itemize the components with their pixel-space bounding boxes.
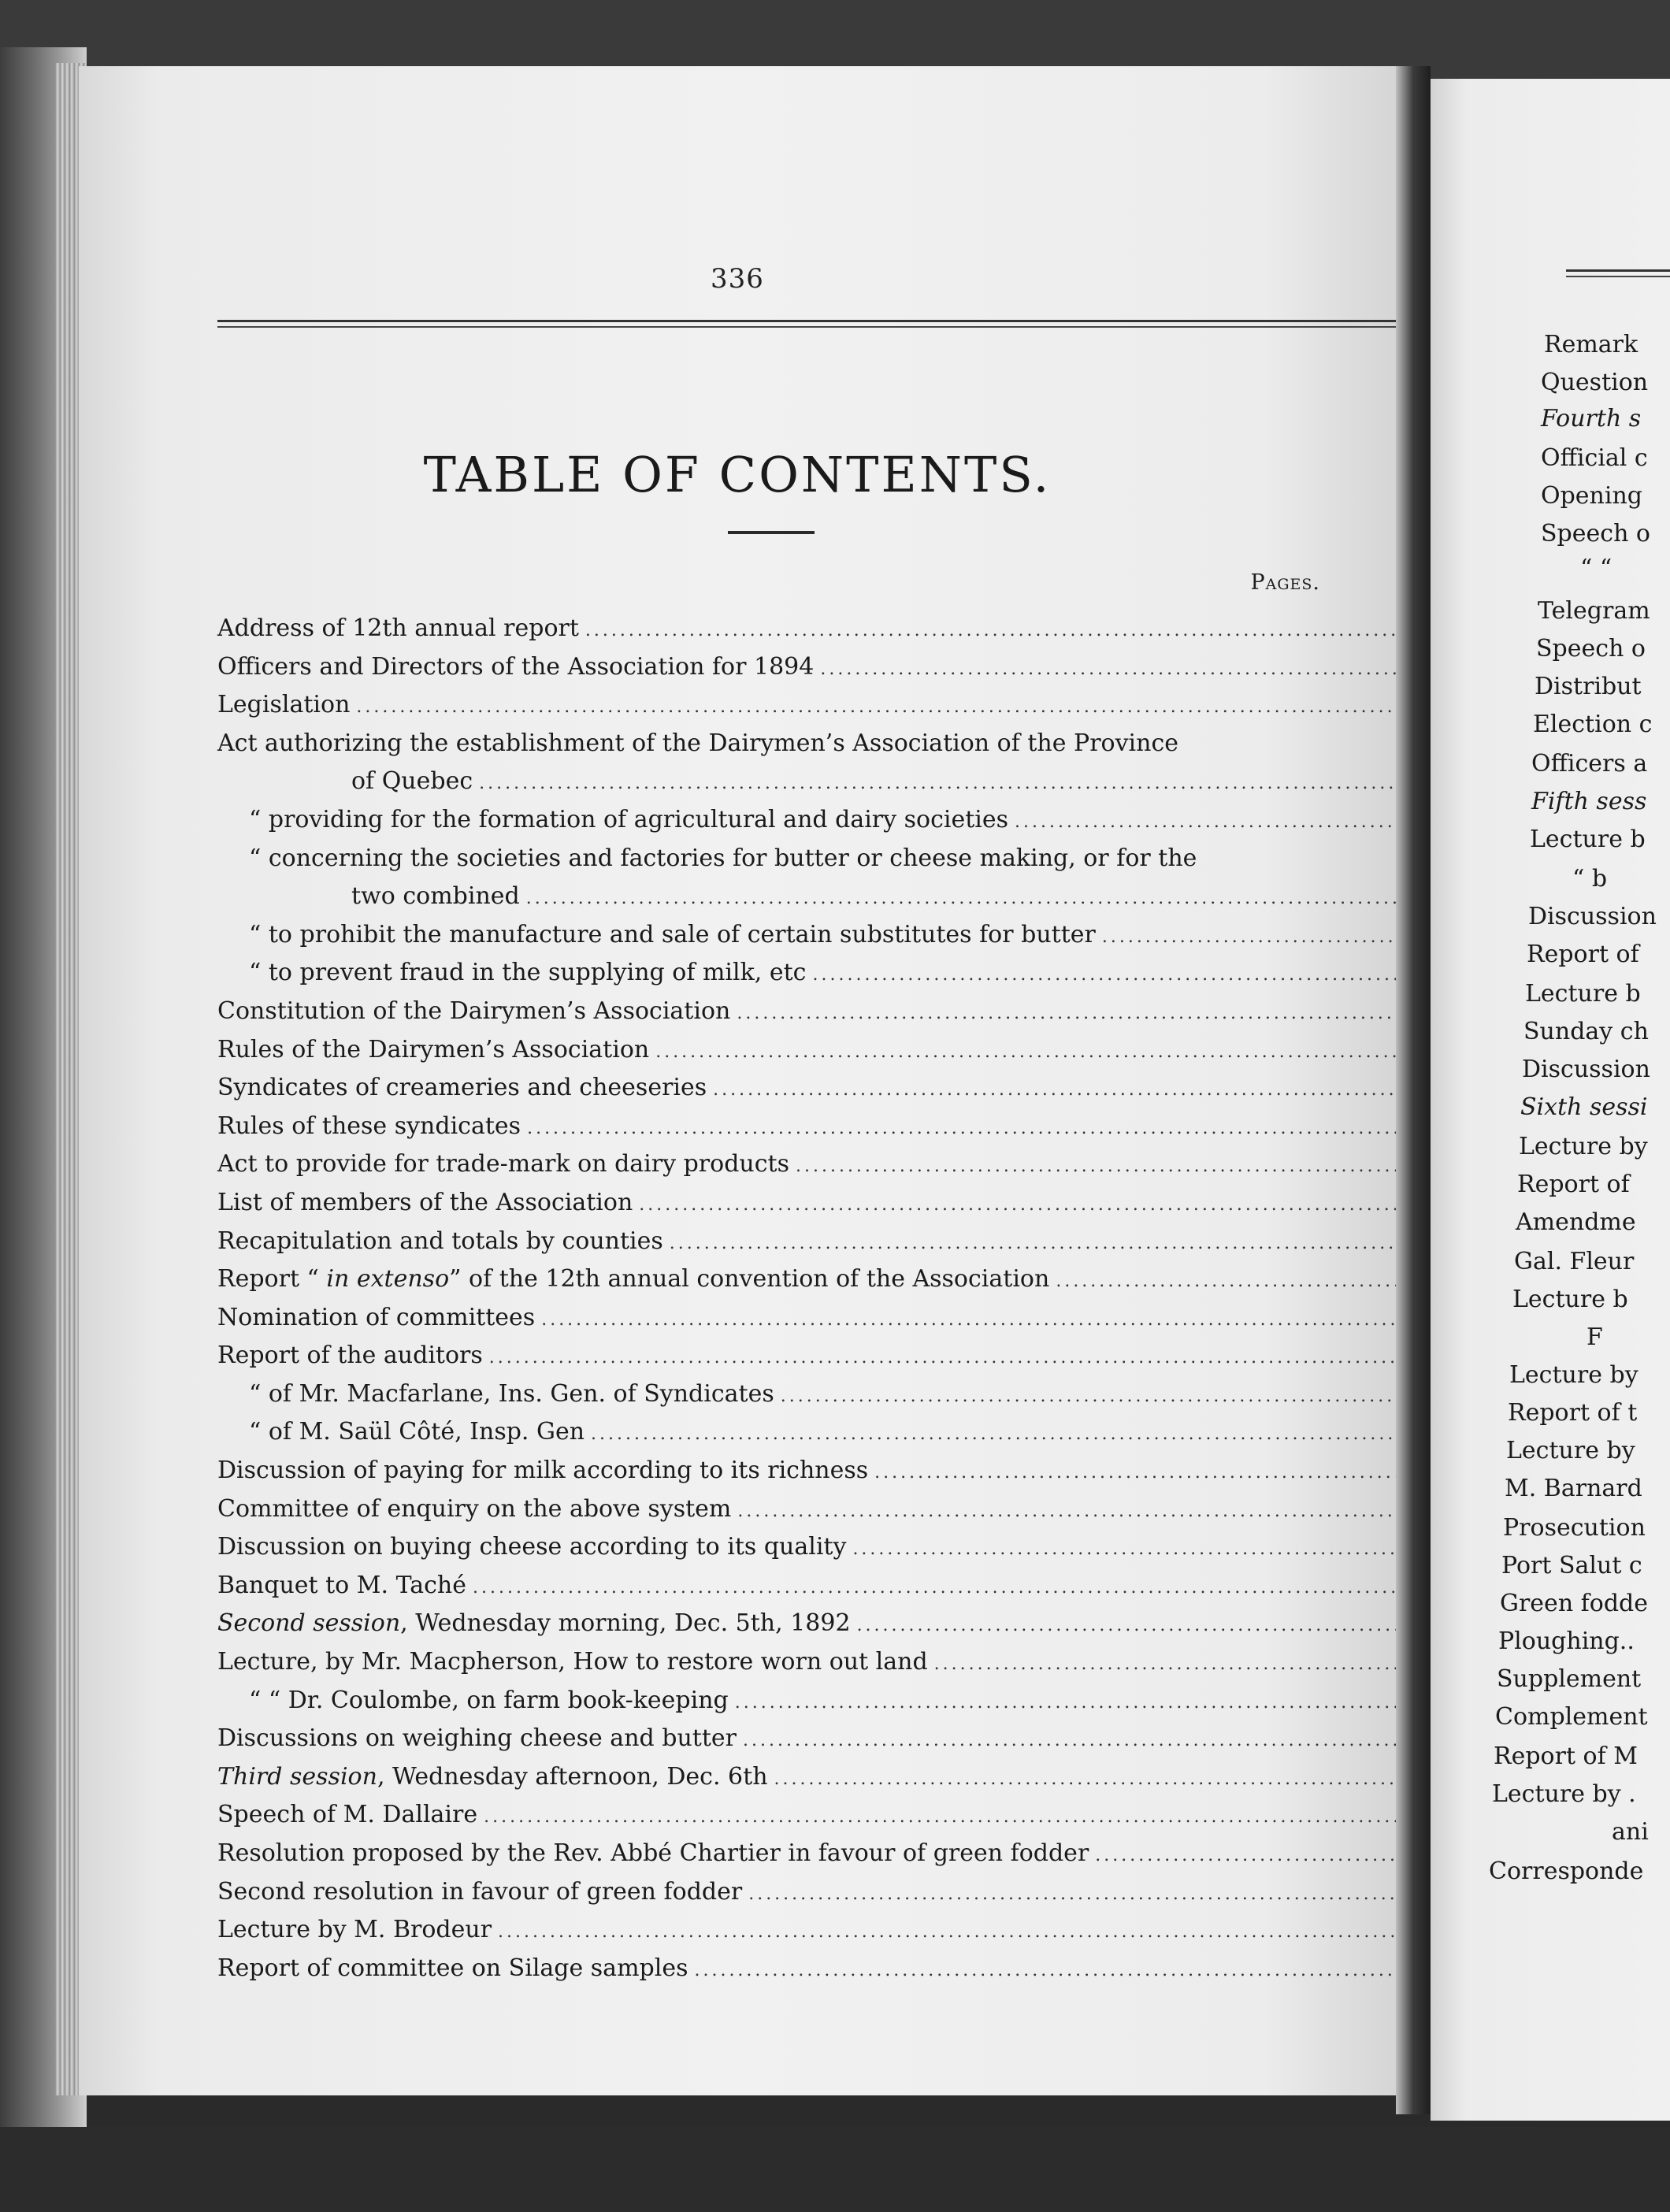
toc-entry bbox=[217, 1457, 1446, 1495]
toc-entry-title: Rules of these syndicates bbox=[217, 1112, 521, 1140]
toc-leader-dots bbox=[498, 1922, 1399, 1942]
toc-entry-title: “ “ Dr. Coulombe, on farm book-keeping bbox=[249, 1686, 729, 1714]
right-page-entry: Lecture b bbox=[1530, 826, 1646, 853]
right-page-entry: Lecture by bbox=[1519, 1133, 1648, 1160]
right-page-entry: Discussion bbox=[1528, 903, 1657, 930]
toc-entry bbox=[217, 1074, 1446, 1112]
toc-leader-dots bbox=[655, 1042, 1399, 1062]
toc-entry-title: two combined bbox=[351, 882, 520, 911]
toc-entry bbox=[217, 1801, 1446, 1839]
toc-leader-dots bbox=[735, 1693, 1399, 1713]
toc-entry-title: Lecture, by Mr. Macpherson, How to restore worn out land bbox=[217, 1648, 928, 1676]
toc-leader-dots bbox=[479, 774, 1399, 793]
toc-entry bbox=[217, 653, 1446, 692]
right-page-entry: Fourth s bbox=[1541, 405, 1642, 432]
toc-entry-title: Report of committee on Silage samples bbox=[217, 1954, 688, 1982]
table-of-contents bbox=[217, 614, 1446, 1992]
toc-entry-title: “ providing for the formation of agricultural and dairy societies bbox=[249, 805, 1009, 833]
right-page-entry: Telegram bbox=[1538, 597, 1650, 625]
toc-entry bbox=[217, 1724, 1446, 1763]
toc-leader-dots bbox=[585, 621, 1399, 640]
toc-entry bbox=[217, 1572, 1446, 1610]
right-page-entry: Discussion bbox=[1522, 1056, 1650, 1083]
right-page-entry: Sixth sessi bbox=[1520, 1093, 1648, 1121]
right-page-entry: Report of bbox=[1517, 1171, 1630, 1198]
toc-entry bbox=[217, 844, 1446, 883]
toc-entry bbox=[217, 1954, 1446, 1993]
toc-leader-dots bbox=[356, 697, 1399, 717]
right-page-entry: “ b bbox=[1572, 865, 1608, 893]
toc-entry-title: Act to provide for trade-mark on dairy products bbox=[217, 1150, 789, 1178]
toc-leader-dots bbox=[781, 1386, 1399, 1406]
toc-entry-title: Resolution proposed by the Rev. Abbé Chartier in favour of green fodder bbox=[217, 1839, 1089, 1867]
right-page-entry: Fifth sess bbox=[1531, 788, 1647, 815]
toc-leader-dots bbox=[670, 1234, 1399, 1253]
toc-entry bbox=[217, 1418, 1446, 1457]
toc-entry bbox=[217, 1265, 1446, 1304]
toc-leader-dots bbox=[591, 1424, 1399, 1444]
toc-leader-dots bbox=[796, 1156, 1399, 1176]
toc-entry bbox=[217, 1304, 1446, 1342]
toc-leader-dots bbox=[526, 889, 1399, 908]
right-page-entry: Distribut bbox=[1535, 673, 1642, 700]
right-page-entry: Report of t bbox=[1508, 1399, 1638, 1427]
toc-entry bbox=[217, 729, 1446, 768]
toc-leader-dots bbox=[743, 1731, 1399, 1750]
toc-entry-title: Speech of M. Dallaire bbox=[217, 1801, 478, 1829]
right-page-entry: Supplement bbox=[1497, 1665, 1642, 1693]
page-title: TABLE OF CONTENTS. bbox=[423, 445, 1052, 503]
right-page-entry: Gal. Fleur bbox=[1514, 1248, 1635, 1275]
toc-entry bbox=[217, 691, 1446, 729]
scan-background-bottom bbox=[0, 2127, 1670, 2212]
right-page-entry: Question bbox=[1541, 369, 1649, 396]
toc-leader-dots bbox=[812, 965, 1399, 985]
toc-leader-dots bbox=[473, 1578, 1399, 1598]
right-page-entry: M. Barnard bbox=[1505, 1475, 1642, 1502]
toc-entry bbox=[217, 1150, 1446, 1189]
toc-leader-dots bbox=[1102, 927, 1399, 947]
right-page-entry: “ “ bbox=[1580, 555, 1612, 582]
toc-leader-dots bbox=[639, 1195, 1399, 1215]
toc-entry bbox=[217, 997, 1446, 1036]
right-page-entry: ani bbox=[1612, 1818, 1649, 1846]
toc-entry-title: Discussion of paying for milk according to its richness bbox=[217, 1457, 869, 1485]
right-page-entry: Speech o bbox=[1541, 520, 1650, 547]
toc-entry-title: Officers and Directors of the Association for 1894 bbox=[217, 652, 815, 681]
toc-leader-dots bbox=[1056, 1271, 1399, 1291]
right-page-entry: Election c bbox=[1533, 711, 1653, 738]
toc-entry bbox=[217, 806, 1446, 844]
right-page-entry: Complement bbox=[1495, 1703, 1648, 1731]
right-page-entry: Lecture b bbox=[1525, 980, 1641, 1008]
right-page-entry: Remark bbox=[1544, 331, 1638, 358]
toc-entry bbox=[217, 1227, 1446, 1266]
right-page-entry: Lecture by bbox=[1509, 1361, 1638, 1389]
toc-entry bbox=[217, 1763, 1446, 1802]
toc-entry-title: Constitution of the Dairymen’s Association bbox=[217, 997, 731, 1025]
toc-leader-dots bbox=[774, 1769, 1399, 1789]
right-page-entry: Lecture by . bbox=[1492, 1780, 1636, 1808]
toc-entry bbox=[217, 1189, 1446, 1227]
toc-leader-dots bbox=[1095, 1846, 1399, 1865]
toc-leader-dots bbox=[1015, 812, 1399, 832]
toc-entry bbox=[217, 921, 1446, 959]
toc-leader-dots bbox=[489, 1348, 1399, 1368]
toc-entry-title: Nomination of committees bbox=[217, 1303, 536, 1331]
right-page-entry: F bbox=[1586, 1323, 1603, 1351]
right-page-entry: Speech o bbox=[1536, 635, 1646, 662]
toc-entry-title: “ of M. Saül Côté, Insp. Gen bbox=[249, 1418, 585, 1446]
toc-entry bbox=[217, 1878, 1446, 1917]
toc-entry-title: Second session, Wednesday morning, Dec. 5th, 1892 bbox=[217, 1609, 851, 1638]
toc-leader-dots bbox=[484, 1807, 1399, 1827]
right-page-entry: Port Salut c bbox=[1501, 1552, 1642, 1579]
right-page-entry: Amendme bbox=[1516, 1208, 1636, 1236]
toc-leader-dots bbox=[852, 1539, 1399, 1559]
right-page-entry: Report of bbox=[1527, 941, 1639, 968]
toc-entry bbox=[217, 1839, 1446, 1878]
header-rule bbox=[217, 320, 1431, 328]
toc-entry-title: Report of the auditors bbox=[217, 1342, 483, 1370]
toc-entry-title: Third session, Wednesday afternoon, Dec. 6th bbox=[217, 1762, 768, 1791]
toc-entry-title: Report “ in extenso” of the 12th annual convention of the Association bbox=[217, 1265, 1050, 1293]
right-page-entry: Ploughing.. bbox=[1498, 1627, 1635, 1655]
toc-entry-title: List of members of the Association bbox=[217, 1188, 633, 1216]
toc-entry bbox=[217, 1036, 1446, 1074]
toc-entry-title: Recapitulation and totals by counties bbox=[217, 1227, 663, 1255]
toc-entry-title: of Quebec bbox=[351, 767, 473, 796]
toc-entry bbox=[217, 1609, 1446, 1648]
toc-leader-dots bbox=[694, 1961, 1399, 1980]
toc-leader-dots bbox=[541, 1310, 1399, 1330]
toc-leader-dots bbox=[874, 1463, 1399, 1483]
toc-entry-title: “ of Mr. Macfarlane, Ins. Gen. of Syndicates bbox=[249, 1379, 774, 1408]
left-page bbox=[79, 66, 1396, 2095]
right-page-entry: Sunday ch bbox=[1523, 1018, 1649, 1045]
toc-entry bbox=[217, 1495, 1446, 1534]
toc-entry-title: “ concerning the societies and factories for butter or cheese making, or for the bbox=[249, 844, 1197, 872]
right-page-entry: Officers a bbox=[1531, 750, 1648, 778]
right-header-rule bbox=[1566, 269, 1670, 277]
toc-leader-dots bbox=[527, 1119, 1399, 1138]
title-rule bbox=[728, 531, 815, 534]
toc-entry bbox=[217, 1648, 1446, 1687]
toc-entry-title: Syndicates of creameries and cheeseries bbox=[217, 1074, 707, 1102]
toc-entry-title: “ to prevent fraud in the supplying of milk, etc bbox=[249, 959, 807, 987]
right-page-entry: Report of M bbox=[1494, 1743, 1638, 1770]
right-page-entry: Green fodde bbox=[1500, 1590, 1648, 1617]
toc-leader-dots bbox=[934, 1654, 1399, 1674]
toc-entry-title: “ to prohibit the manufacture and sale of certain substitutes for butter bbox=[249, 920, 1096, 948]
toc-entry-title: Discussions on weighing cheese and butter bbox=[217, 1724, 737, 1753]
toc-entry-title: Address of 12th annual report bbox=[217, 614, 579, 642]
toc-entry bbox=[217, 1533, 1446, 1572]
toc-entry-title: Discussion on buying cheese according to its quality bbox=[217, 1533, 847, 1561]
right-page-entry: Lecture by bbox=[1506, 1437, 1635, 1464]
right-page bbox=[1431, 79, 1670, 2121]
toc-entry bbox=[217, 1380, 1446, 1419]
toc-entry-title: Rules of the Dairymen’s Association bbox=[217, 1035, 650, 1063]
right-page-entry: Opening bbox=[1541, 482, 1642, 510]
toc-entry-title: Committee of enquiry on the above system bbox=[217, 1494, 732, 1523]
toc-entry bbox=[217, 882, 1446, 921]
right-page-entry: Corresponde bbox=[1489, 1858, 1644, 1885]
toc-entry-title: Second resolution in favour of green fodder bbox=[217, 1877, 743, 1906]
pages-column-label: Pages. bbox=[1250, 570, 1320, 595]
toc-entry-title: Lecture by M. Brodeur bbox=[217, 1916, 492, 1944]
right-page-entry: Prosecution bbox=[1503, 1514, 1646, 1542]
toc-leader-dots bbox=[820, 659, 1399, 679]
toc-entry bbox=[217, 959, 1446, 997]
toc-entry bbox=[217, 1687, 1446, 1725]
toc-leader-dots bbox=[737, 1501, 1399, 1521]
book-gutter bbox=[1396, 66, 1431, 2114]
toc-entry bbox=[217, 1342, 1446, 1380]
page-number: 336 bbox=[711, 263, 764, 295]
toc-entry bbox=[217, 614, 1446, 653]
toc-entry bbox=[217, 1112, 1446, 1151]
toc-leader-dots bbox=[737, 1004, 1399, 1023]
right-page-entry: Lecture b bbox=[1512, 1286, 1628, 1313]
toc-entry-title: Act authorizing the establishment of the Dairymen’s Association of the Province bbox=[217, 729, 1179, 757]
toc-entry-title: Legislation bbox=[217, 691, 351, 719]
toc-entry bbox=[217, 767, 1446, 806]
right-page-entry: Official c bbox=[1541, 444, 1648, 472]
toc-entry bbox=[217, 1916, 1446, 1954]
toc-leader-dots bbox=[713, 1080, 1399, 1100]
toc-leader-dots bbox=[748, 1884, 1399, 1904]
toc-entry-title: Banquet to M. Taché bbox=[217, 1571, 467, 1599]
toc-leader-dots bbox=[857, 1616, 1399, 1635]
